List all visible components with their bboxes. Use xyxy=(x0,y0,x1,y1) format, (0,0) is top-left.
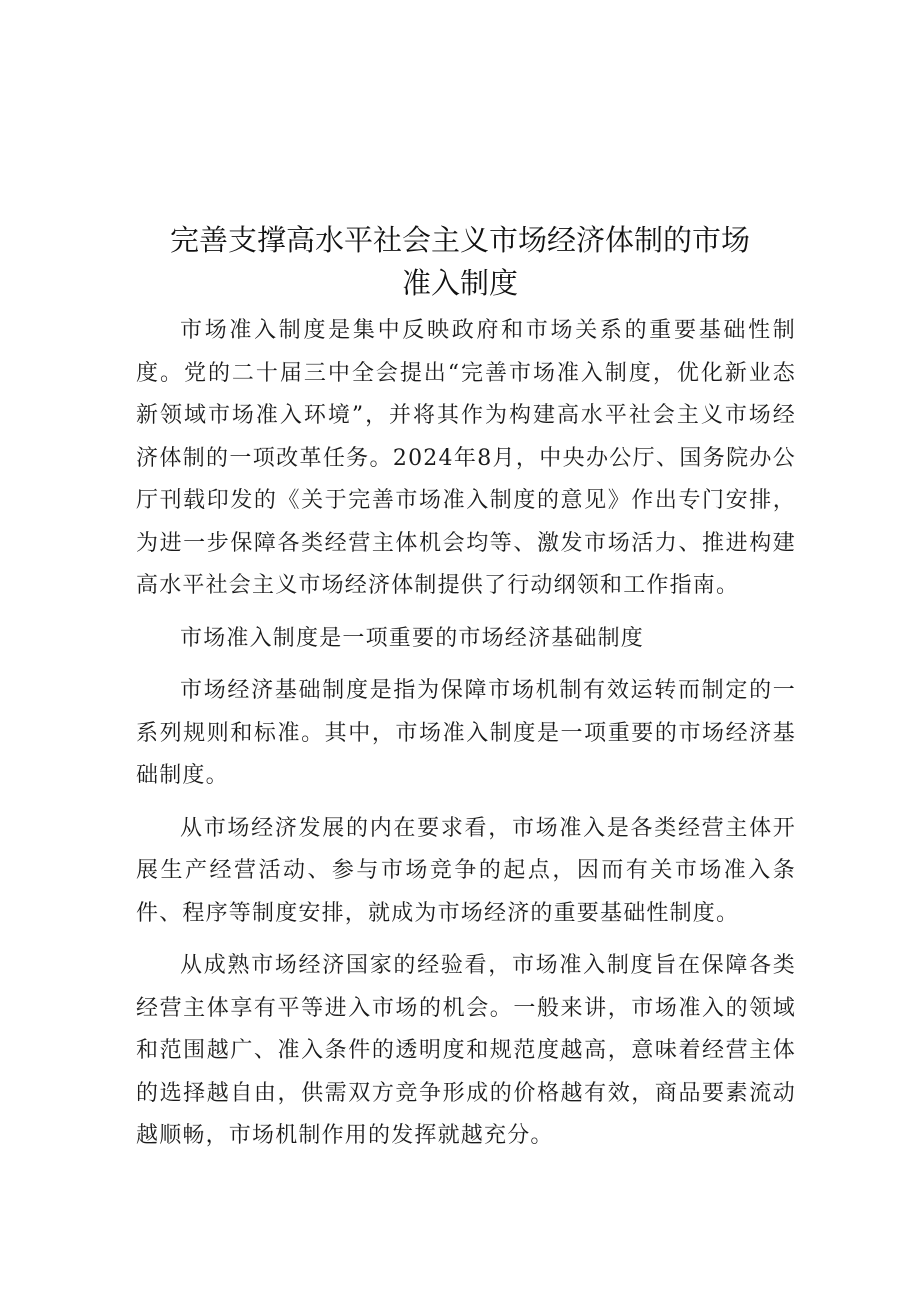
document-body xyxy=(136,310,796,1158)
document-title-line-1: 完善支撑高水平社会主义市场经济体制的市场 xyxy=(169,223,750,257)
section-heading: 市场准入制度是一项重要的市场经济基础制度 xyxy=(180,625,645,651)
paragraph-intro: 市场准入制度是集中反映政府和市场关系的重要基础性制度。党的二十届三中全会提出“完善市场准入制度，优化新业态新领域市场准入环境”，并将其作为构建高水平社会主义市场经济体制的一项改革任务。2024年8月，中央办公厅、国务院办公厅刊载印发的《关于完善市场准入制度的意见》作出专门安排，为进一步保障各类经营主体机会均等、激发市场活力、推进构建高水平社会主义市场经济体制提供了行动纲领和工作指南。 xyxy=(136,318,796,598)
paragraph-internal-requirement: 从市场经济发展的内在要求看，市场准入是各类经营主体开展生产经营活动、参与市场竞争的起点，因而有关市场准入条件、程序等制度安排，就成为市场经济的重要基础性制度。 xyxy=(136,815,796,926)
paragraph-mature-experience: 从成熟市场经济国家的经验看，市场准入制度旨在保障各类经营主体享有平等进入市场的机会。一般来讲，市场准入的领域和范围越广、准入条件的透明度和规范度越高，意味着经营主体的选择越自由，供需双方竞争形成的价格越有效，商品要素流动越顺畅，市场机制作用的发挥就越充分。 xyxy=(136,953,796,1148)
paragraph-definition: 市场经济基础制度是指为保障市场机制有效运转而制定的一系列规则和标准。其中，市场准入制度是一项重要的市场经济基础制度。 xyxy=(136,678,796,788)
document-title-line-2: 准入制度 xyxy=(401,266,518,300)
